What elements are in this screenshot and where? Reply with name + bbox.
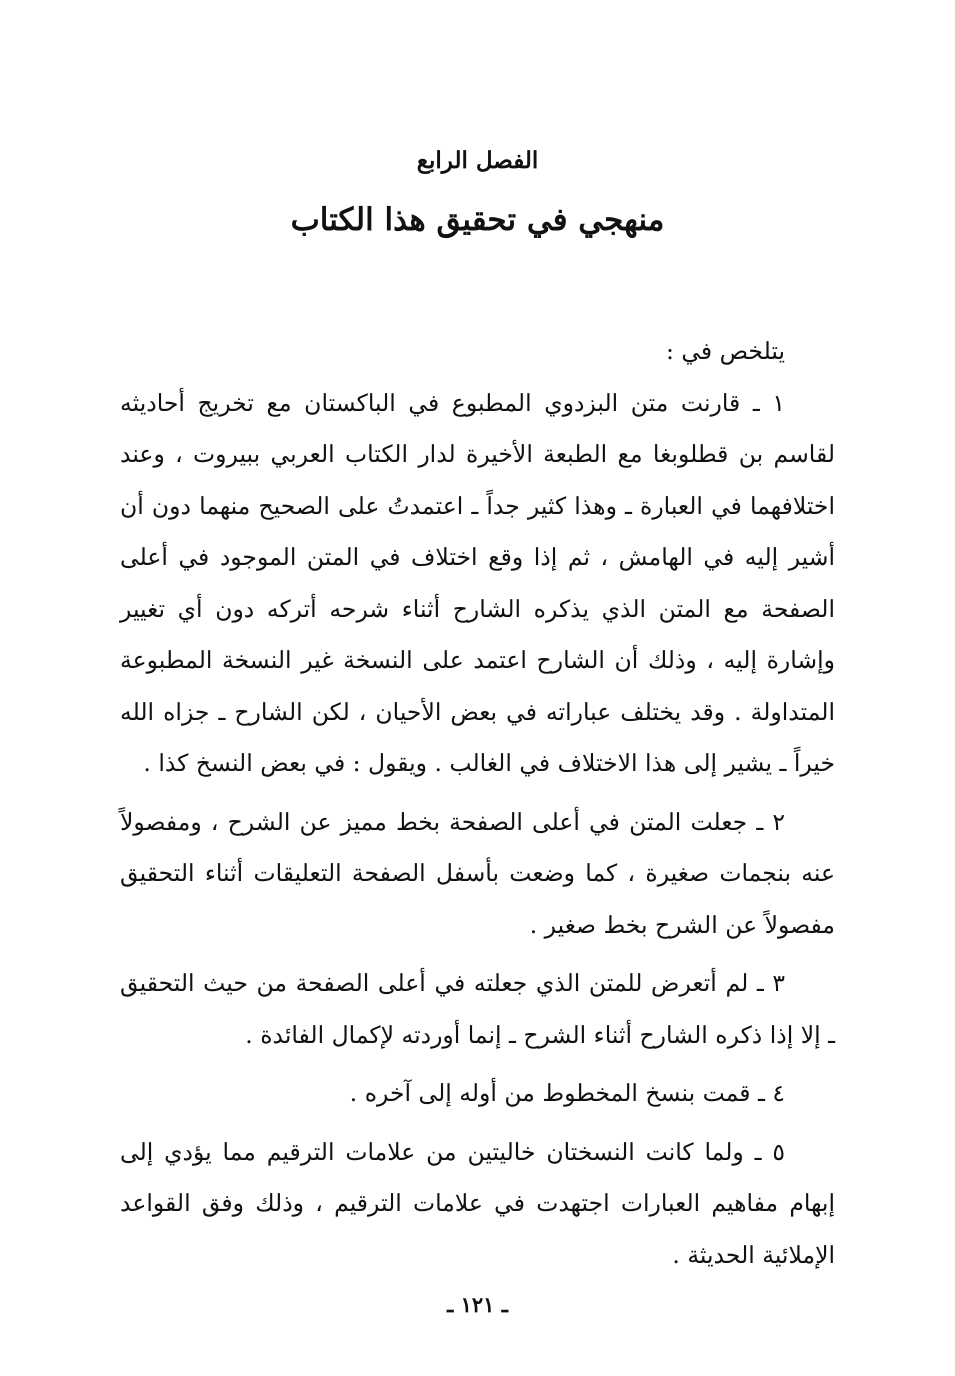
page-number: ـ ١٢١ ـ <box>447 1292 508 1317</box>
page-title: منهجي في تحقيق هذا الكتاب <box>290 202 665 238</box>
body-text <box>120 326 835 1288</box>
intro-line: يتلخص في : <box>665 337 785 365</box>
list-item-2: ٢ ـ جعلت المتن في أعلى الصفحة بخط مميز عن الشرح ، ومفصولاً عنه بنجمات صغيرة ، كما وضعت بأسفل الصفحة التعليقات أثناء التحقيق مفصولاً عن الشرح بخط صغير . <box>120 807 835 939</box>
list-item-1: ١ ـ قارنت متن البزدوي المطبوع في الباكستان مع تخريج أحاديثه لقاسم بن قطلوبغا مع الطبعة الأخيرة لدار الكتاب العربي ببيروت ، وعند اختلافهما في العبارة ـ وهذا كثير جداً ـ اعتمدتُ على الصحيح منهما دون أن أشير إليه في الهامش ، ثم إذا وقع اختلاف في المتن الموجود في أعلى الصفحة مع المتن الذي يذكره الشارح أثناء شرحه أتركه دون أي تغيير وإشارة إليه ، وذلك أن الشارح اعتمد على النسخة غير النسخة المطبوعة المتداولة . وقد يختلف عباراته في بعض الأحيان ، لكن الشارح ـ جزاه الله خيراً ـ يشير إلى هذا الاختلاف في الغالب . ويقول : في بعض النسخ كذا . <box>120 388 835 777</box>
list-item-5: ٥ ـ ولما كانت النسختان خاليتين من علامات الترقيم مما يؤدي إلى إبهام مفاهيم العبارات اجتهدت في علامات الترقيم ، وذلك وفق القواعد الإملائية الحديثة . <box>120 1137 835 1269</box>
list-item-3: ٣ ـ لم أتعرض للمتن الذي جعلته في أعلى الصفحة من حيث التحقيق ـ إلا إذا ذكره الشارح أثناء الشرح ـ إنما أوردته لإكمال الفائدة . <box>120 969 835 1049</box>
chapter-heading: الفصل الرابع <box>416 147 539 174</box>
list-item-4: ٤ ـ قمت بنسخ المخطوط من أوله إلى آخره . <box>349 1079 785 1107</box>
